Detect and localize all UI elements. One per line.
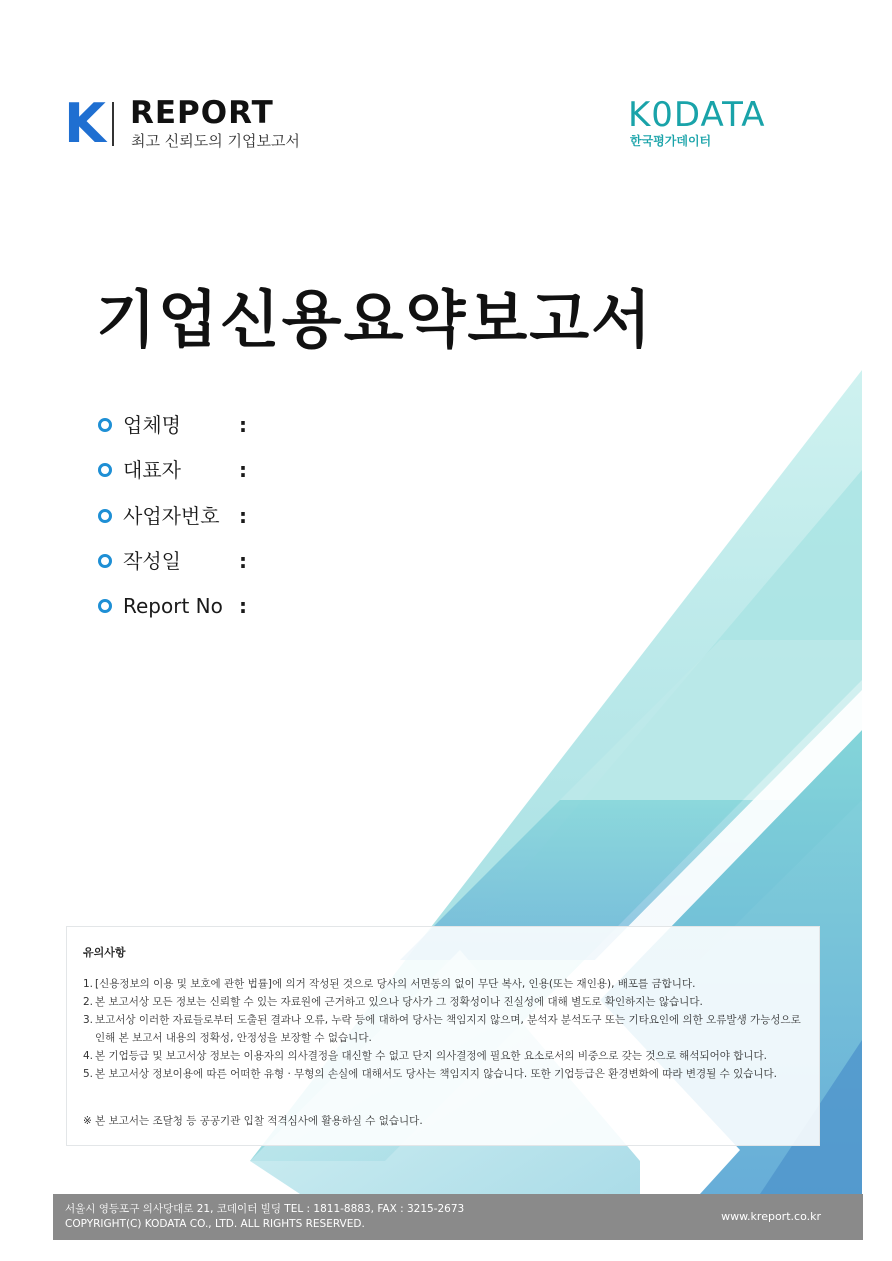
field-colon: :: [239, 594, 247, 618]
footer-bar: [53, 1194, 863, 1240]
notice-item-number: 4.: [83, 1050, 94, 1062]
page-title: 기업신용요약보고서: [96, 283, 654, 356]
notice-item: [83, 975, 813, 993]
bullet-icon: [98, 599, 112, 613]
notice-item-text: 본 보고서상 모든 정보는 신뢰할 수 있는 자료원에 근거하고 있으나 당사가 그 정확성이나 진실성에 대해 별도로 확인하지는 않습니다.: [95, 996, 703, 1008]
notice-item-text: 본 기업등급 및 보고서상 정보는 이용자의 의사결정을 대신할 수 없고 단지 의사결정에 필요한 요소로서의 비중으로 갖는 것으로 해석되어야 합니다.: [95, 1050, 767, 1062]
logo-title: REPORT: [130, 95, 274, 131]
logo-divider: [112, 102, 114, 146]
field-colon: :: [239, 413, 247, 437]
footer-website-link[interactable]: www.kreport.co.kr: [721, 1210, 821, 1223]
field-business-number: [98, 501, 398, 531]
notice-item: [83, 1065, 813, 1083]
field-colon: :: [239, 504, 247, 528]
notice-footnote: ※ 본 보고서는 조달청 등 공공기관 입찰 적격심사에 활용하실 수 없습니다.: [83, 1115, 423, 1127]
bullet-icon: [98, 509, 112, 523]
bullet-icon: [98, 418, 112, 432]
notice-item-text: 보고서상 이러한 자료들로부터 도출된 결과나 오류, 누락 등에 대하여 당사는 책임지지 않으며, 분석자 분석도구 또는 기타요인에 의한 오류발생 가능성으로 인해 본 보고서 내용의 정확성, 안정성을 보장할 수 없습니다.: [95, 1014, 801, 1044]
field-representative: [98, 455, 398, 485]
notice-item: [83, 993, 813, 1011]
notice-item: [83, 1011, 813, 1047]
notice-item-text: 본 보고서상 정보이용에 따른 어떠한 유형 · 무형의 손실에 대해서도 당사는 책임지지 않습니다. 또한 기업등급은 환경변화에 따라 변경될 수 있습니다.: [95, 1068, 778, 1080]
field-company-name: [98, 410, 398, 440]
notice-item-number: 3.: [83, 1014, 94, 1026]
field-colon: :: [239, 549, 247, 573]
notice-item-number: 2.: [83, 996, 94, 1008]
field-label: 사업자번호: [123, 504, 220, 528]
footer-address: 서울시 영등포구 의사당대로 21, 코데이터 빌딩 TEL : 1811-8883, FAX : 3215-2673: [65, 1203, 465, 1215]
kodata-logo: [628, 96, 828, 156]
notice-item-text: [신용정보의 이용 및 보호에 관한 법률]에 의거 작성된 것으로 당사의 서면동의 없이 무단 복사, 인용(또는 재인용), 배포를 금합니다.: [95, 978, 696, 990]
notice-item-number: 1.: [83, 978, 94, 990]
field-report-no: [98, 591, 398, 621]
notice-item-number: 5.: [83, 1068, 94, 1080]
kodata-subtitle: 한국평가데이터: [630, 134, 712, 148]
notice-box: [66, 926, 820, 1146]
footer-copyright: COPYRIGHT(C) KODATA CO., LTD. ALL RIGHTS RESERVED.: [65, 1218, 365, 1230]
bullet-icon: [98, 463, 112, 477]
notice-title: 유의사항: [83, 946, 126, 959]
logo-subtitle: 최고 신뢰도의 기업보고서: [131, 132, 300, 150]
bullet-icon: [98, 554, 112, 568]
field-label: 업체명: [123, 413, 181, 437]
field-colon: :: [239, 458, 247, 482]
field-label: 작성일: [123, 549, 181, 573]
kodata-wordmark: K0DATA: [628, 95, 766, 135]
field-label: 대표자: [123, 458, 181, 482]
field-label: Report No: [123, 594, 223, 618]
notice-item: [83, 1047, 813, 1065]
notice-list: [83, 975, 813, 1083]
k-logo-letter: K: [64, 92, 106, 155]
field-date: [98, 546, 398, 576]
